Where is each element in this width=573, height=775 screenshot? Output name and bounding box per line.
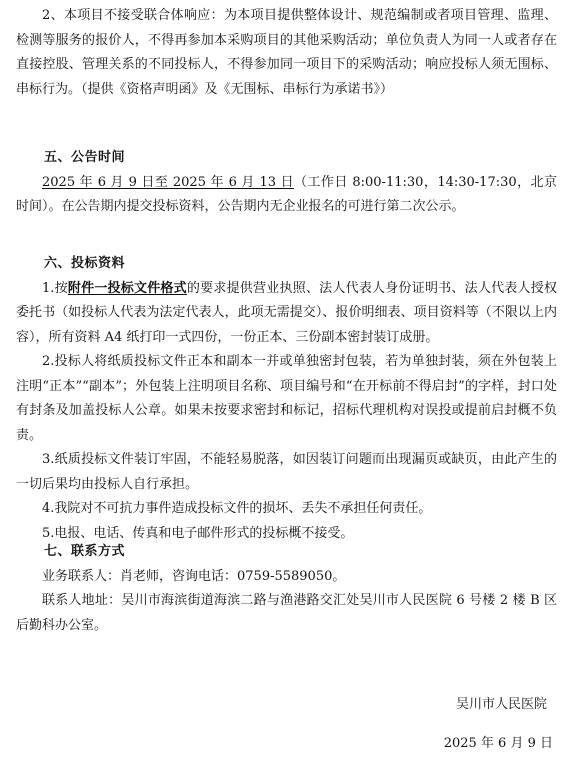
bid-item-5: 5.电报、电话、传真和电子邮件形式的投标概不接受。 <box>42 525 354 541</box>
section-2-block <box>16 4 557 102</box>
announcement-dates: 2025 年 6 月 9 日至 2025 年 6 月 13 日 <box>42 174 295 190</box>
section-heading-contact: 七、联系方式 <box>44 544 126 559</box>
contact-address: 联系人地址：吴川市海滨街道海滨二路与渔港路交汇处吴川市人民医院 6 号楼 2 楼 B 区后勤科办公室。 <box>16 593 557 633</box>
signature-date: 2025 年 6 月 9 日 <box>443 736 553 751</box>
section-7-block <box>16 540 557 638</box>
announcement-period-detail: （工作日 8:00-11:30，14:30-17:30，北京时间）。在公告期内提交投标资料，公告期内无企业报名的可进行第二次公示。 <box>16 174 557 214</box>
section-6-block <box>16 252 557 546</box>
bid-item-1 <box>16 277 557 351</box>
bid-item-1-prefix: 1.按 <box>42 280 68 296</box>
section-5-block <box>16 146 557 220</box>
section-heading-bid-documents: 六、投标资料 <box>44 256 126 271</box>
signature-org: 吴川市人民医院 <box>455 697 547 712</box>
consortium-clause: 2、本项目不接受联合体响应：为本项目提供整体设计、规范编制或者项目管理、监理、检测等服务的报价人，不得再参加本采购项目的其他采购活动；单位负责人为同一人或者存在直接控股、管理关系的不同投标人，不得参加同一项目下的采购活动；响应投标人须无围标、串标行为。（提供《资格声明函》及《无围标、串标行为承诺书》） <box>16 8 557 97</box>
section-heading-announcement-time: 五、公告时间 <box>44 150 126 165</box>
announcement-period <box>16 171 557 220</box>
bid-item-1-text: 的要求提供营业执照、法人代表人身份证明书、法人代表人授权委托书（如投标人代表为法定代表人，此项无需提交）、报价明细表、项目资料等（不限以上内容），所有资料 A4 纸打印一式四份，一份正本、三份副本密封装订成册。 <box>16 280 557 345</box>
attachment-link[interactable]: 附件一投标文件格式 <box>67 280 187 296</box>
bid-item-3: 3.纸质投标文件装订牢固，不能轻易脱落，如因装订问题而出现漏页或缺页，由此产生的一切后果均由投标人自行承担。 <box>16 452 557 492</box>
bid-item-2: 2.投标人将纸质投标文件正本和副本一并或单独密封包装，若为单独封装，须在外包装上注明“正本”“副本”；外包装上注明项目名称、项目编号和“在开标前不得启封”的字样，封口处有封条及加盖投标人公章。如果未按要求密封和标记，招标代理机构对误投或提前启封概不负责。 <box>16 354 557 443</box>
contact-person: 业务联系人：肖老师，咨询电话：0759-5589050。 <box>42 568 346 584</box>
bid-item-4: 4.我院对不可抗力事件造成投标文件的损坏、丢失不承担任何责任。 <box>42 501 432 516</box>
